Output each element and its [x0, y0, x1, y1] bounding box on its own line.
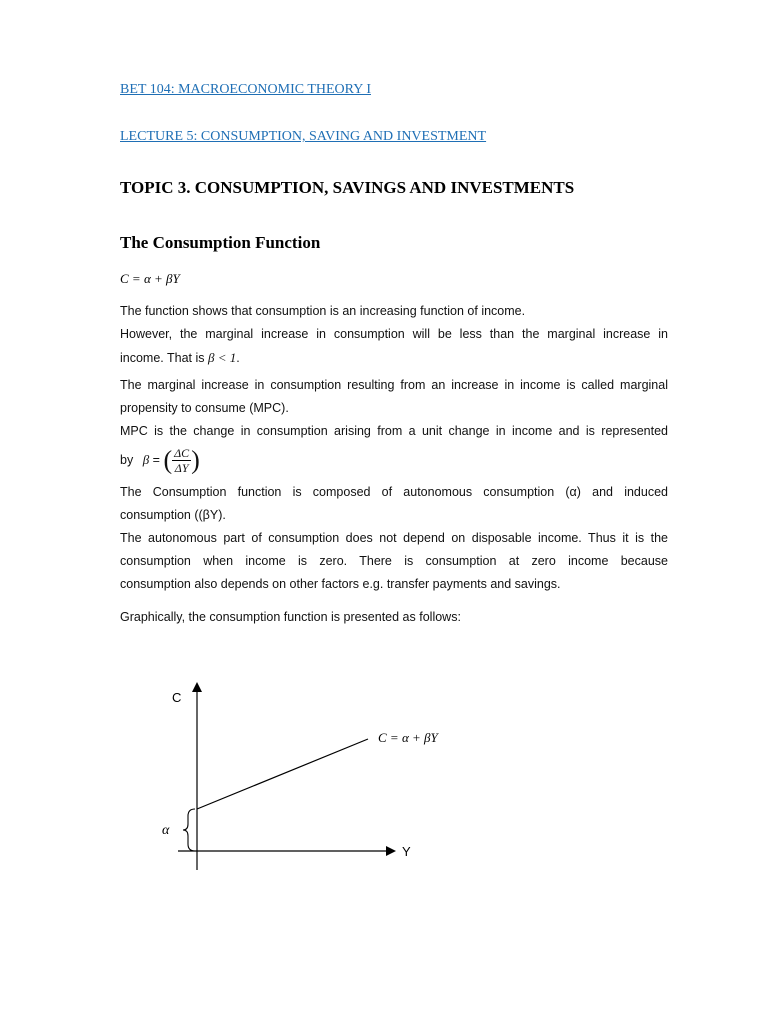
- beta-less-than-one: β < 1: [208, 350, 237, 365]
- paragraph-7: Graphically, the consumption function is presented as follows:: [120, 610, 461, 624]
- y-axis-arrow: [192, 682, 202, 692]
- paragraph-6-line-1: The autonomous part of consumption does not depend on disposable income. Thus it is the: [120, 531, 668, 545]
- paragraph-3-line-1: The marginal increase in consumption resulting from an increase in income is called marginal: [120, 378, 668, 392]
- y-axis-label: C: [172, 690, 182, 705]
- paragraph-5-line-1: The Consumption function is composed of autonomous consumption (α) and induced: [120, 485, 668, 499]
- paragraph-2-text: income. That is: [120, 351, 205, 365]
- beta-symbol: β: [142, 452, 150, 467]
- left-paren: (: [163, 445, 173, 475]
- paragraph-3-line-2: propensity to consume (MPC).: [120, 401, 289, 415]
- paragraph-4-line-1: MPC is the change in consumption arising from a unit change in income and is represented: [120, 424, 668, 438]
- mpc-formula: by β = ( $\frac{\Delta C}{\Delta Y}$ ): [120, 445, 200, 476]
- topic-title: TOPIC 3. CONSUMPTION, SAVINGS AND INVESTMENTS: [120, 178, 575, 197]
- section-title: The Consumption Function: [120, 233, 321, 252]
- line-label: C = α + βY: [378, 730, 438, 745]
- lecture-title[interactable]: LECTURE 5: CONSUMPTION, SAVING AND INVESTMENT: [120, 129, 487, 144]
- delta-fraction: [172, 446, 191, 475]
- course-title[interactable]: BET 104: MACROECONOMIC THEORY I: [120, 82, 371, 97]
- fraction-numerator: ΔC: [174, 446, 190, 461]
- intercept-label: α: [162, 823, 170, 838]
- fraction-denominator: ΔY: [174, 461, 189, 476]
- right-paren: ): [191, 445, 200, 475]
- intercept-brace: [183, 809, 195, 851]
- consumption-line: [197, 739, 368, 809]
- consumption-equation: C = α + βY: [120, 271, 180, 286]
- paragraph-6-line-3: consumption also depends on other factors e.g. transfer payments and savings.: [120, 577, 561, 591]
- paragraph-6-line-2: consumption when income is zero. There is consumption at zero income because: [120, 554, 668, 568]
- by-text: by: [120, 453, 134, 467]
- x-axis-arrow: [386, 846, 396, 856]
- paragraph-5-line-2: consumption ((βY).: [120, 508, 226, 522]
- body-text: [120, 300, 668, 629]
- consumption-graph: [140, 670, 440, 890]
- paragraph-1: The function shows that consumption is an increasing function of income.: [120, 304, 526, 318]
- paragraph-2-line-2: income. That is β < 1.: [120, 350, 240, 365]
- x-axis-label: Y: [402, 844, 411, 859]
- paragraph-2-line-1: However, the marginal increase in consumption will be less than the marginal increase in: [120, 327, 668, 341]
